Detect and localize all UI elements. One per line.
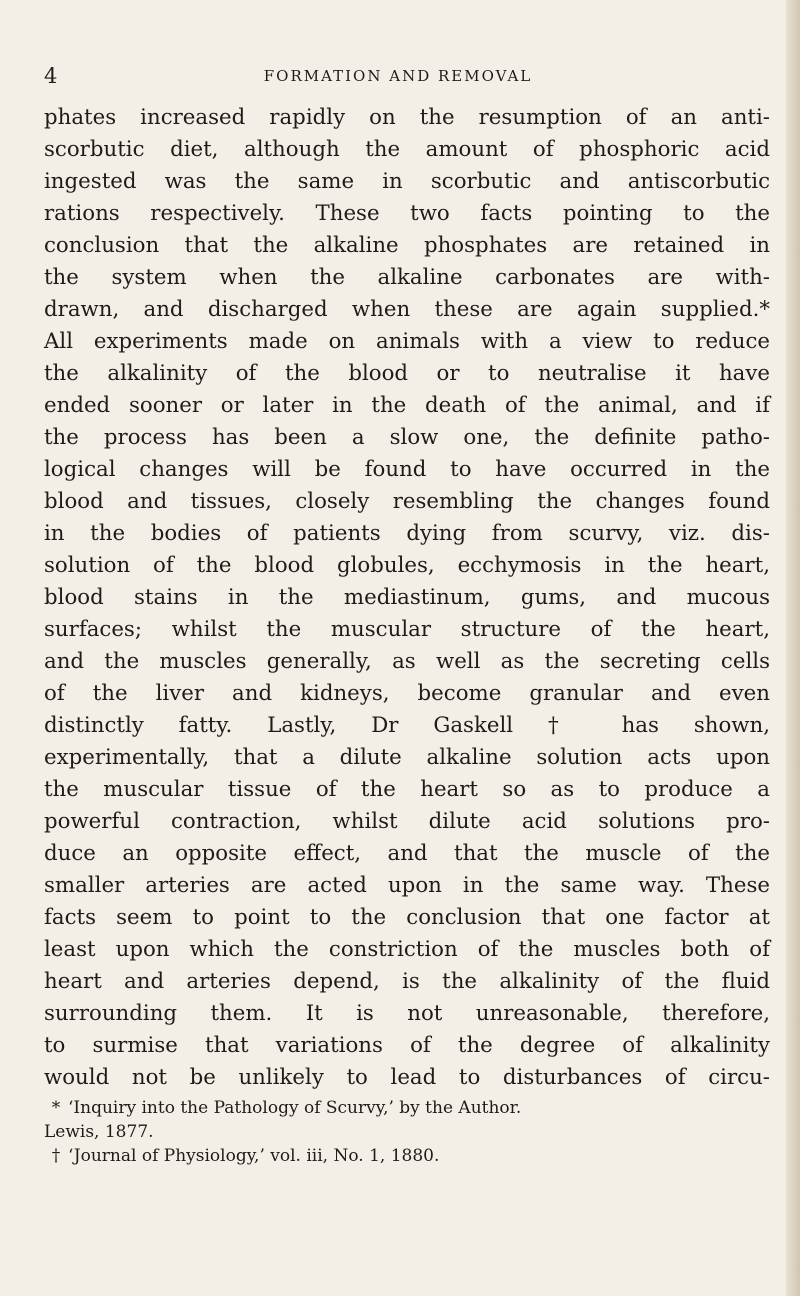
text-line: smaller arteries are acted upon in the same way. These xyxy=(44,873,770,898)
footnote-1-mark: * xyxy=(51,1098,61,1118)
footnote-1-text: ‘Inquiry into the Pathology of Scurvy,’ by the Author. xyxy=(68,1098,522,1118)
text-line: ingested was the same in scorbutic and antiscorbutic xyxy=(44,169,770,194)
page-number: 4 xyxy=(44,64,59,88)
text-line: in the bodies of patients dying from scurvy, viz. dis- xyxy=(44,521,770,546)
text-line: logical changes will be found to have occurred in the xyxy=(44,457,770,482)
text-line: surrounding them. It is not unreasonable, therefore, xyxy=(44,1001,770,1026)
footnote-2-mark: † xyxy=(51,1146,61,1166)
text-line: blood stains in the mediastinum, gums, and mucous xyxy=(44,585,770,610)
text-line: least upon which the constriction of the muscles both of xyxy=(44,937,770,962)
footnote-1 xyxy=(44,1096,770,1120)
footnote-2-text: ‘Journal of Physiology,’ vol. iii, No. 1, 1880. xyxy=(68,1146,440,1166)
text-line: the alkalinity of the blood or to neutralise it have xyxy=(44,361,770,386)
text-line: rations respectively. These two facts pointing to the xyxy=(44,201,770,226)
text-line: surfaces; whilst the muscular structure of the heart, xyxy=(44,617,770,642)
text-line: to surmise that variations of the degree of alkalinity xyxy=(44,1033,770,1058)
page-header xyxy=(26,64,770,96)
text-line: experimentally, that a dilute alkaline solution acts upon xyxy=(44,745,770,770)
text-line: would not be unlikely to lead to disturbances of circu- xyxy=(44,1065,770,1090)
text-line: the muscular tissue of the heart so as to produce a xyxy=(44,777,770,802)
text-line: blood and tissues, closely resembling the changes found xyxy=(44,489,770,514)
running-title: FORMATION AND REMOVAL xyxy=(263,67,533,85)
text-line: scorbutic diet, although the amount of phosphoric acid xyxy=(44,137,770,162)
text-line: the process has been a slow one, the definite patho- xyxy=(44,425,770,450)
text-line: All experiments made on animals with a view to reduce xyxy=(44,329,770,354)
footnote-1-continuation: Lewis, 1877. xyxy=(44,1122,154,1142)
body-paragraph xyxy=(26,102,770,1094)
page-edge xyxy=(786,0,800,1296)
footnotes xyxy=(26,1096,770,1168)
text-line: ended sooner or later in the death of the animal, and if xyxy=(44,393,770,418)
text-line: and the muscles generally, as well as the secreting cells xyxy=(44,649,770,674)
text-line: facts seem to point to the conclusion that one factor at xyxy=(44,905,770,930)
text-line: of the liver and kidneys, become granular and even xyxy=(44,681,770,706)
text-line: solution of the blood globules, ecchymosis in the heart, xyxy=(44,553,770,578)
text-line: conclusion that the alkaline phosphates are retained in xyxy=(44,233,770,258)
footnote-2 xyxy=(44,1144,770,1168)
book-page xyxy=(26,64,770,1168)
text-line: duce an opposite effect, and that the muscle of the xyxy=(44,841,770,866)
text-line: distinctly fatty. Lastly, Dr Gaskell † has shown, xyxy=(44,713,770,738)
text-line: the system when the alkaline carbonates are with- xyxy=(44,265,770,290)
text-line: phates increased rapidly on the resumption of an anti- xyxy=(44,105,770,130)
text-line: heart and arteries depend, is the alkalinity of the fluid xyxy=(44,969,770,994)
text-line: drawn, and discharged when these are again supplied.* xyxy=(44,297,770,322)
text-line: powerful contraction, whilst dilute acid solutions pro- xyxy=(44,809,770,834)
